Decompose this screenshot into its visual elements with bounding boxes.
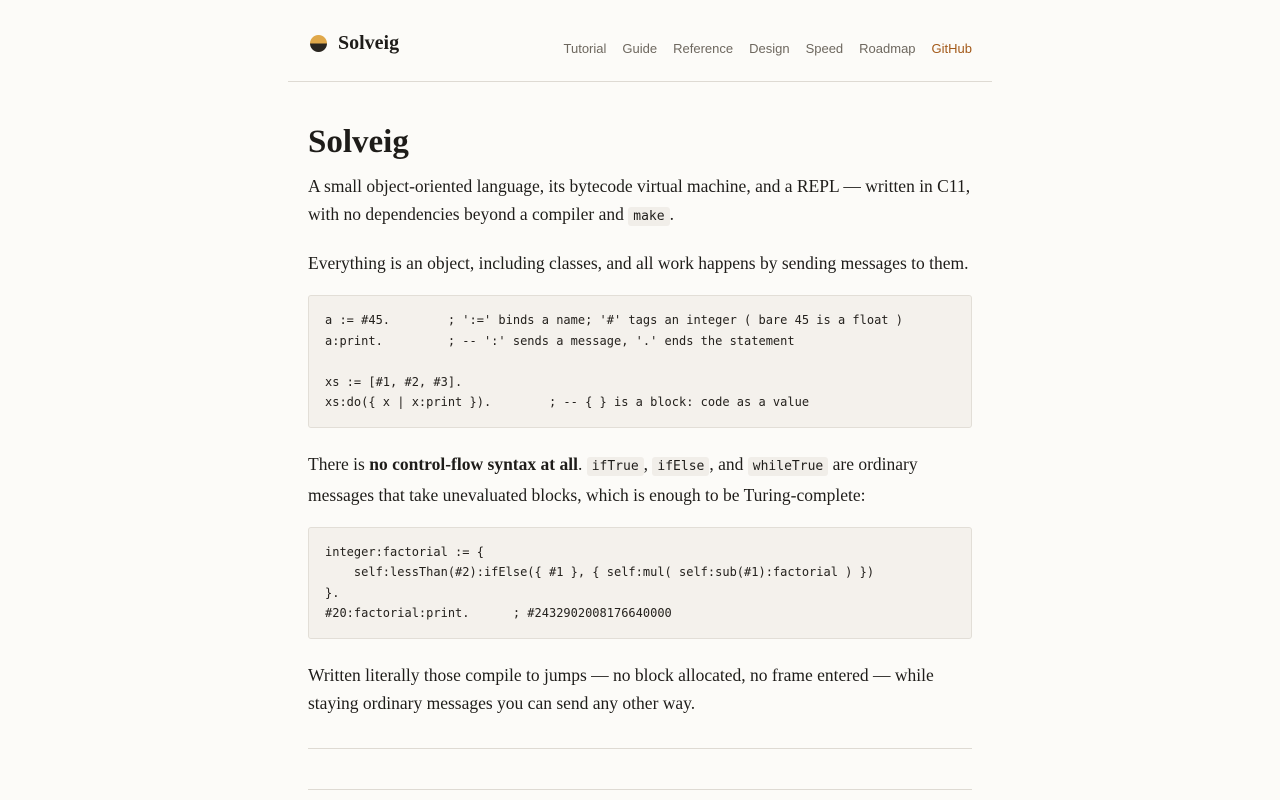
- control-flow-text-d: , and: [709, 453, 748, 474]
- intro-end: .: [669, 204, 674, 224]
- main-content: [308, 120, 972, 735]
- half-circle-logo-icon: [310, 35, 327, 52]
- nav-guide[interactable]: Guide: [622, 41, 658, 56]
- control-flow-emphasis: no control-flow syntax at all: [369, 453, 578, 474]
- control-flow-text-e: are ordinary messages that take unevaluated blocks, which is enough to be Turing-complete:: [308, 453, 918, 505]
- code-block-factorial: integer:factorial := { self:lessThan(#2):ifElse({ #1 }, { self:mul( self:sub(#1):factorial ) }) }. #20:factorial:print. ; #2432902008176640000: [308, 527, 972, 639]
- control-flow-text-b: .: [577, 453, 587, 474]
- top-nav: [548, 40, 972, 58]
- objects-paragraph: Everything is an object, including classes, and all work happens by sending messages to them.: [308, 253, 969, 273]
- inline-code-ifelse: ifElse: [652, 457, 709, 476]
- nav-speed[interactable]: Speed: [805, 41, 844, 56]
- inline-code-iftrue: ifTrue: [587, 457, 644, 476]
- section-divider: [308, 748, 972, 749]
- control-flow-paragraph: [308, 450, 972, 509]
- nav-roadmap[interactable]: Roadmap: [859, 41, 916, 56]
- inline-code-make: make: [628, 207, 669, 226]
- brand-name: Solveig: [338, 32, 400, 54]
- intro-paragraph: [308, 172, 972, 231]
- footer-divider: [308, 789, 972, 790]
- jumps-paragraph: Written literally those compile to jumps — no block allocated, no frame entered — while staying ordinary messages you can send any other way.: [308, 664, 934, 713]
- page-title: Solveig: [308, 124, 409, 160]
- nav-reference[interactable]: Reference: [673, 41, 734, 56]
- nav-design[interactable]: Design: [749, 41, 790, 56]
- intro-text: A small object-oriented language, its bytecode virtual machine, and a REPL — written in C11, with no dependencies beyond a compiler and: [308, 176, 971, 224]
- control-flow-text-c: ,: [643, 453, 653, 474]
- nav-tutorial[interactable]: Tutorial: [563, 41, 607, 56]
- site-header: [288, 0, 992, 82]
- control-flow-text-a: There is: [308, 453, 370, 474]
- nav-github[interactable]: GitHub: [931, 41, 972, 56]
- inline-code-whiletrue: whileTrue: [748, 457, 828, 476]
- brand-link[interactable]: [310, 31, 399, 55]
- code-block-basics: a := #45. ; ':=' binds a name; '#' tags an integer ( bare 45 is a float ) a:print. ; -- ':' sends a message, '.' ends the statement xs := [#1, #2, #3]. xs:do({ x | x:print }). ; -- { } is a block: code as a value: [308, 295, 972, 428]
